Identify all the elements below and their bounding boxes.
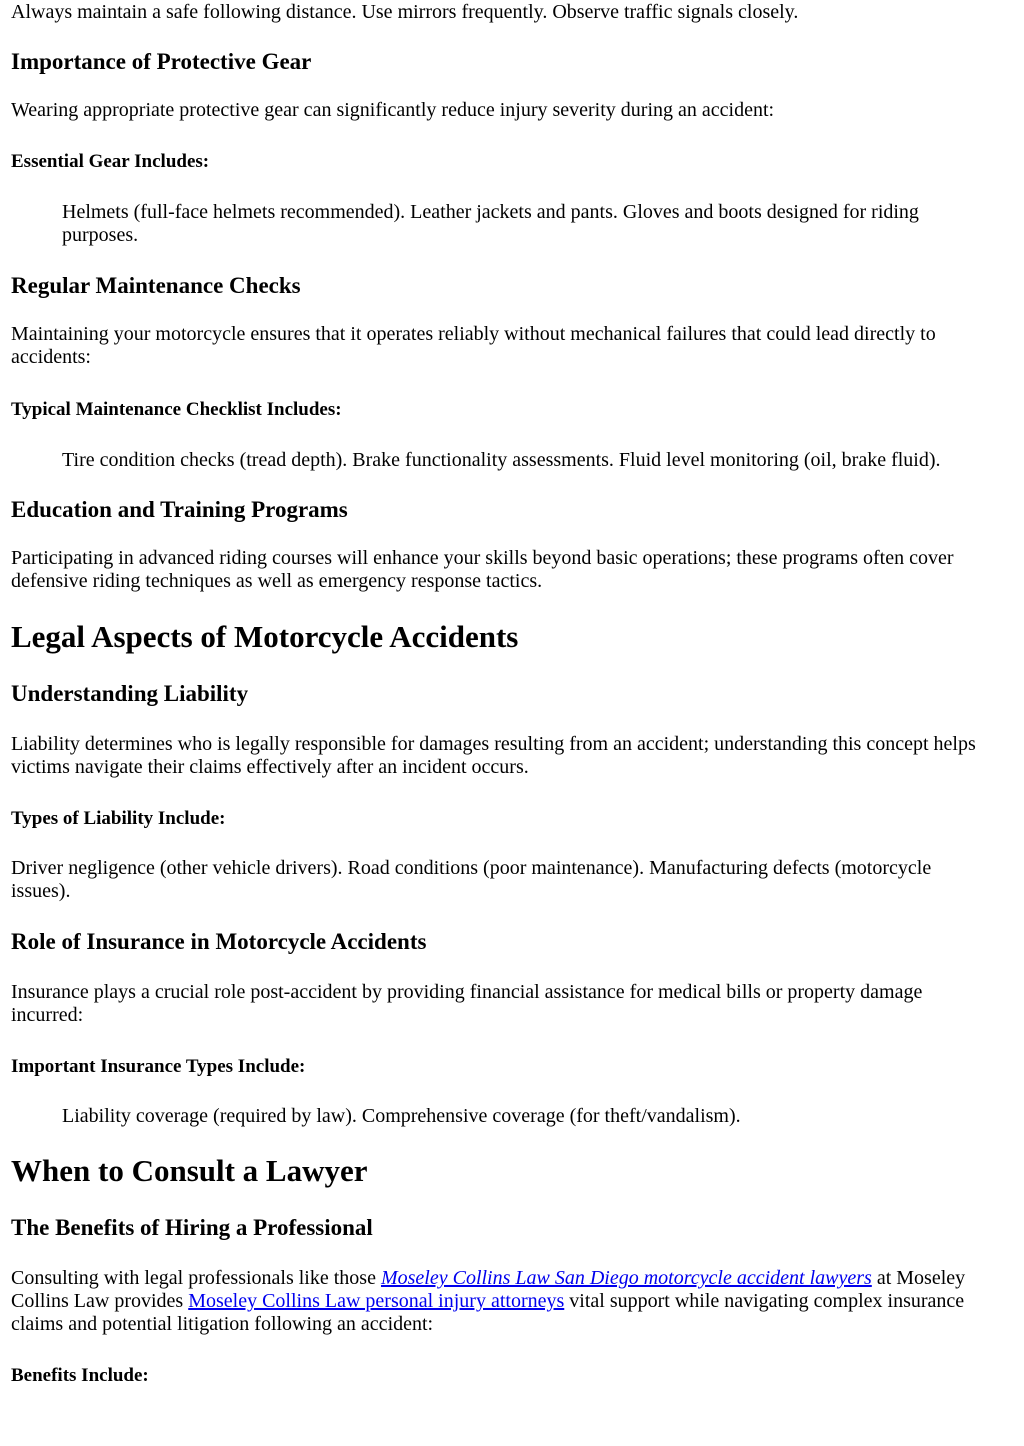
consult-paragraph-line-1	[11, 1267, 965, 1290]
gear-list-line-1: Helmets (full-face helmets recommended). Leather jackets and pants. Gloves and boots designed for riding	[62, 201, 919, 223]
insurance-heading: Role of Insurance in Motorcycle Accidents	[11, 929, 427, 954]
benefits-heading: Benefits Include:	[11, 1365, 149, 1386]
consult-text-1: Consulting with legal professionals like those	[11, 1267, 381, 1289]
legal-aspects-heading: Legal Aspects of Motorcycle Accidents	[11, 619, 519, 654]
insurance-paragraph-line-2: incurred:	[11, 1004, 84, 1026]
consult-paragraph-line-2	[11, 1290, 964, 1313]
insurance-paragraph-line-1: Insurance plays a crucial role post-accident by providing financial assistance for medical bills or property damage	[11, 981, 923, 1003]
consult-paragraph-line-3: claims and potential litigation following an accident:	[11, 1313, 434, 1335]
education-paragraph-line-2: defensive riding techniques as well as emergency response tactics.	[11, 570, 543, 592]
lawyer-heading: When to Consult a Lawyer	[11, 1153, 368, 1188]
consult-text-4: vital support while navigating complex insurance	[564, 1290, 965, 1312]
checklist-heading: Typical Maintenance Checklist Includes:	[11, 399, 342, 420]
essential-gear-heading: Essential Gear Includes:	[11, 151, 210, 172]
safe-distance-paragraph: Always maintain a safe following distance. Use mirrors frequently. Observe traffic signals closely.	[11, 1, 799, 23]
consult-text-3: Collins Law provides	[11, 1290, 189, 1312]
insurance-types-heading: Important Insurance Types Include:	[11, 1056, 306, 1077]
gear-list-line-2: purposes.	[62, 224, 139, 246]
checklist-list: Tire condition checks (tread depth). Brake functionality assessments. Fluid level monitoring (oil, brake fluid).	[62, 449, 941, 471]
liability-types-heading: Types of Liability Include:	[11, 808, 226, 829]
maintenance-heading: Regular Maintenance Checks	[11, 273, 301, 298]
education-heading: Education and Training Programs	[11, 497, 348, 522]
consult-text-2: at Moseley	[871, 1267, 966, 1289]
maintenance-paragraph-line-2: accidents:	[11, 346, 91, 368]
liability-paragraph-line-2: victims navigate their claims effectively after an incident occurs.	[11, 756, 529, 778]
liability-types-line-1: Driver negligence (other vehicle drivers). Road conditions (poor maintenance). Manufacturing defects (motorcycle	[11, 857, 932, 879]
personal-injury-attorneys-link[interactable]: Moseley Collins Law personal injury attorneys	[188, 1290, 565, 1312]
san-diego-lawyers-link[interactable]: Moseley Collins Law San Diego motorcycle accident lawyers	[380, 1267, 872, 1289]
liability-paragraph-line-1: Liability determines who is legally responsible for damages resulting from an accident; understanding this concept helps	[11, 733, 976, 755]
protective-gear-paragraph: Wearing appropriate protective gear can significantly reduce injury severity during an accident:	[11, 99, 775, 121]
education-paragraph-line-1: Participating in advanced riding courses will enhance your skills beyond basic operations; these programs often cover	[11, 547, 954, 569]
insurance-list: Liability coverage (required by law). Comprehensive coverage (for theft/vandalism).	[62, 1105, 741, 1127]
maintenance-paragraph-line-1: Maintaining your motorcycle ensures that it operates reliably without mechanical failures that could lead directly to	[11, 323, 936, 345]
protective-gear-heading: Importance of Protective Gear	[11, 49, 312, 74]
benefits-hiring-heading: The Benefits of Hiring a Professional	[11, 1215, 373, 1240]
liability-heading: Understanding Liability	[11, 681, 249, 706]
liability-types-line-2: issues).	[11, 880, 71, 902]
